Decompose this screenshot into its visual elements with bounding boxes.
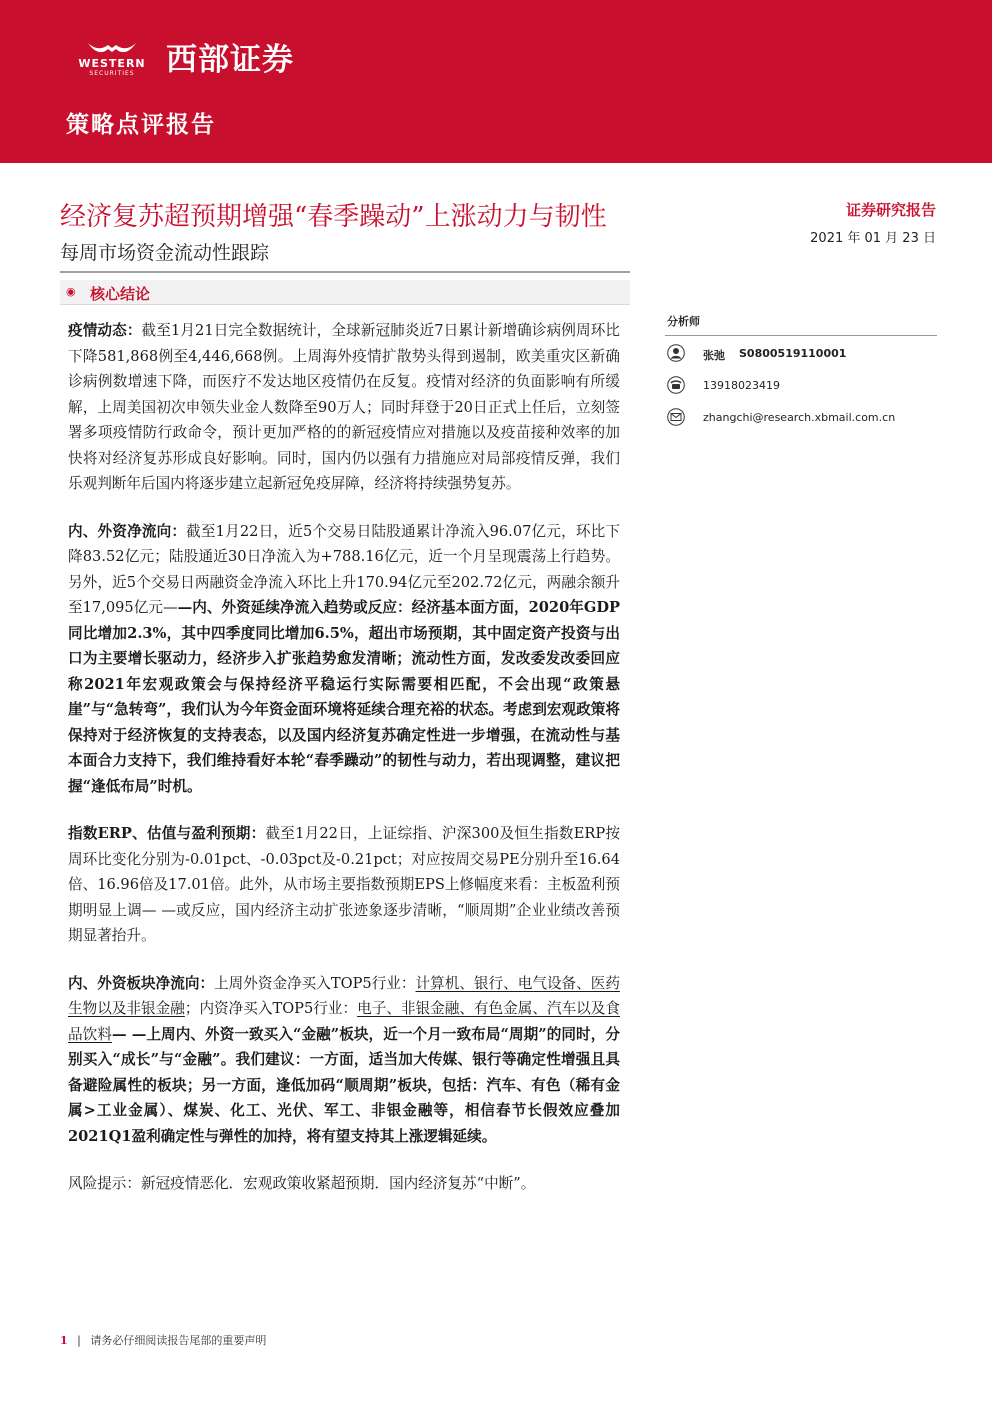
page-footer — [60, 1332, 266, 1348]
footer-separator: | — [77, 1334, 81, 1347]
analyst-sidebar — [665, 310, 937, 432]
section-header-core-conclusion — [60, 280, 630, 305]
paragraph-lead: 指数ERP、估值与盈利预期： — [68, 825, 266, 842]
analyst-cert-number: S0800519110001 — [739, 347, 847, 360]
paragraph-text: 截至1月22日，近5个交易日陆股通累计净流入96.07亿元，环比下降83.52亿元；陆股通近30日净流入为+788.16亿元，近一个月呈现震荡上行趋势。另外，近5个交易日两融资金净流入环比上升170.94亿元至202.72亿元，两融余额升至17,095亿元— — [68, 522, 620, 616]
paragraph-lead: 内、外资净流向： — [68, 522, 187, 540]
section-label: 核心结论 — [90, 285, 151, 303]
paragraph-text: 截至1月22日，上证综指、沪深300及恒生指数ERP按周环比变化分别为-0.01pct、-0.03pct及-0.21pct；对应按周交易PE分别升至16.64倍、16.96倍及17.01倍。此外，从市场主要指数预期EPS上修幅度来看：主板盈利预期明显上调— —或反应，国内经济主动扩张迹象逐步清晰，“顺周期”企业业绩改善预期显著抬升。 — [68, 825, 620, 944]
paragraph-text: ；内资净买入TOP5行业： — [184, 1000, 358, 1017]
paragraph-bold-text: —内、外资延续净流入趋势或反应：经济基本面方面，2020年GDP同比增加2.3%，其中四季度同比增加6.5%，超出市场预期，其中固定资产投资与出口为主要增长驱动力，经济步入扩张趋势愈发清晰；流动性方面，发改委发改委回应称2021年宏观政策会与保持经济平稳运行实际需要相匹配，不会出现“政策悬崖”与“急转弯”，我们认为今年资金面环境将延续合理充裕的状态。考虑到宏观政策将保持对于经济恢复的支持表态，以及国内经济复苏确定性进一步增强，在流动性与基本面合力支持下，我们维持看好本轮“春季躁动”的韧性与动力，若出现调整，建议把握“逢低布局”时机。 — [68, 599, 620, 795]
phone-icon — [667, 376, 685, 394]
section-bullet-icon: ◉ — [66, 285, 76, 298]
paragraph-erp-valuation — [68, 821, 620, 949]
analyst-email-row — [665, 402, 937, 432]
footer-disclaimer-note: 请务必仔细阅读报告尾部的重要声明 — [90, 1334, 267, 1347]
report-subtitle: 每周市场资金流动性跟踪 — [60, 242, 270, 264]
paragraph-text: 上周外资金净买入TOP5行业： — [214, 974, 416, 992]
paragraph-sector-flow — [68, 971, 620, 1150]
report-header-banner — [0, 0, 992, 163]
paragraph-text: 截至1月21日完全数据统计，全球新冠肺炎近7日累计新增确诊病例周环比下降581,868例至4,446,668例。上周海外疫情扩散势头得到遏制，欧美重灾区新确诊病例数增速下降，而医疗不发达地区疫情仍在反复。疫情对经济的负面影响有所缓解，上周美国初次申领失业金人数降至90万人；同时拜登于20日正式上任后，立刻签署多项疫情防行政命令，预计更加严格的的新冠疫情应对措施以及疫苗接种效率的加快将对经济复苏形成良好影响。同时，国内仍以强有力措施应对局部疫情反弹，我们乐观判断年后国内将逐步建立起新冠免疫屏障，经济将持续强势复苏。 — [68, 322, 620, 492]
paragraph-epidemic — [68, 318, 620, 497]
paragraph-lead: 疫情动态： — [68, 322, 142, 339]
western-logo-mark — [66, 35, 158, 79]
analyst-phone-row — [665, 370, 937, 400]
analyst-email[interactable]: zhangchi@research.xbmail.com.cn — [703, 411, 896, 424]
analyst-phone: 13918023419 — [703, 379, 780, 392]
person-icon — [667, 344, 685, 362]
report-body — [68, 318, 620, 1219]
paragraph-bold-text: — —上周内、外资一致买入“金融”板块，近一个月一致布局“周期”的同时，分别买入“成长”与“金融”。我们建议：一方面，适当加大传媒、银行等确定性增强且具备避险属性的板块；另一方面，逢低加码“顺周期”板块，包括：汽车、有色（稀有金属>工业金属）、煤炭、化工、光伏、军工、非银金融等，相信春节长假效应叠加2021Q1盈利确定性与弹性的加持，将有望支持其上涨逻辑延续。 — [68, 1025, 620, 1145]
report-title: 经济复苏超预期增强“春季躁动”上涨动力与韧性 — [60, 202, 607, 232]
logo-english-sub: SECURITIES — [89, 69, 135, 77]
bull-horns-icon — [86, 39, 138, 59]
logo-english-name: WESTERN — [78, 56, 146, 70]
company-logo — [66, 34, 294, 79]
report-kind: 策略点评报告 — [66, 111, 216, 138]
analyst-name: 张弛 — [703, 349, 725, 362]
risk-warning: 风险提示：新冠疫情恶化．宏观政策收紧超预期．国内经济复苏“中断”。 — [68, 1175, 536, 1192]
logo-chinese-name: 西部证券 — [166, 42, 294, 78]
analyst-name-row — [665, 338, 937, 368]
email-icon — [667, 408, 685, 426]
analyst-section-title: 分析师 — [665, 310, 937, 336]
foreign-top5-sectors: 计算机、银行、电气设备、医药生物以及非银金融 — [68, 974, 620, 1017]
paragraph-lead: 内、外资板块净流向： — [68, 974, 215, 992]
paragraph-capital-flow — [68, 519, 620, 800]
doc-type-label: 证券研究报告 — [845, 201, 936, 219]
title-divider — [60, 271, 630, 273]
report-date: 2021 年 01 月 23 日 — [810, 231, 936, 246]
domestic-top5-sectors: 电子、非银金融、有色金属、汽车以及食品饮料 — [68, 1000, 620, 1043]
page-number: 1 — [60, 1334, 68, 1347]
